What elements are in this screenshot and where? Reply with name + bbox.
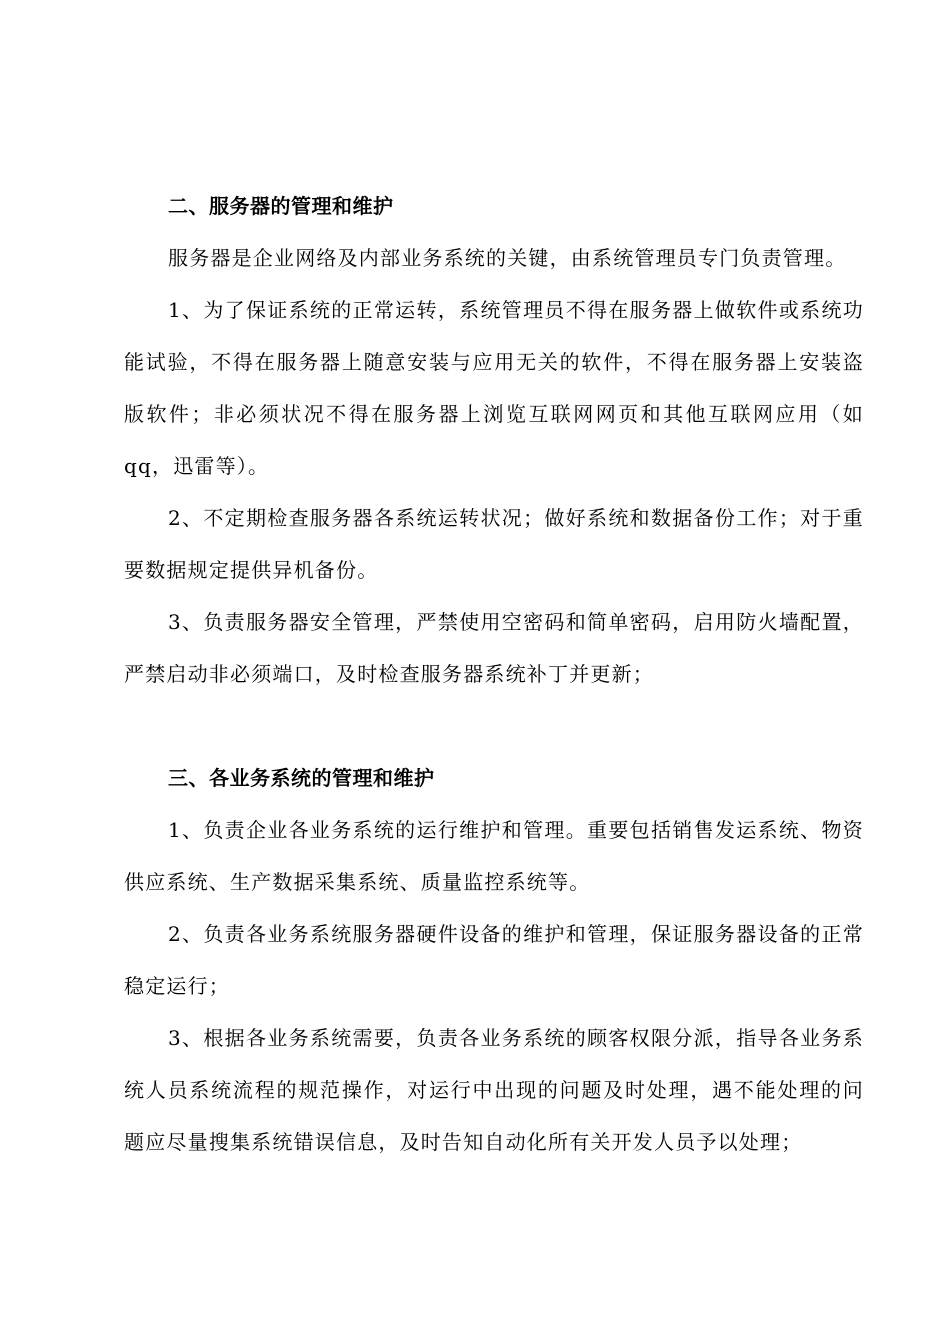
paragraph: 1、为了保证系统的正常运转，系统管理员不得在服务器上做软件或系统功能试验，不得在服务器上随意安装与应用无关的软件，不得在服务器上安装盗版软件；非必须状况不得在服务器上浏览互联网网页和其他互联网应用（如qq，迅雷等）。 <box>124 298 864 478</box>
paragraph: 3、根据各业务系统需要，负责各业务系统的顾客权限分派，指导各业务系统人员系统流程的规范操作，对运行中出现的问题及时处理，遇不能处理的问题应尽量搜集系统错误信息，及时告知自动化所有关开发人员予以处理； <box>124 1026 864 1154</box>
paragraph: 服务器是企业网络及内部业务系统的关键，由系统管理员专门负责管理。 <box>168 246 847 270</box>
paragraph: 2、负责各业务系统服务器硬件设备的维护和管理，保证服务器设备的正常稳定运行； <box>124 922 864 998</box>
section-heading: 三、各业务系统的管理和维护 <box>168 766 435 790</box>
section-heading: 二、服务器的管理和维护 <box>168 194 394 218</box>
section-server-management <box>124 180 864 700</box>
paragraph: 2、不定期检查服务器各系统运转状况；做好系统和数据备份工作；对于重要数据规定提供异机备份。 <box>124 506 864 582</box>
section-business-systems <box>124 752 864 1168</box>
paragraph: 1、负责企业各业务系统的运行维护和管理。重要包括销售发运系统、物资供应系统、生产数据采集系统、质量监控系统等。 <box>124 818 864 894</box>
document-body <box>124 180 864 1168</box>
paragraph: 3、负责服务器安全管理，严禁使用空密码和简单密码，启用防火墙配置，严禁启动非必须端口，及时检查服务器系统补丁并更新； <box>124 610 864 686</box>
